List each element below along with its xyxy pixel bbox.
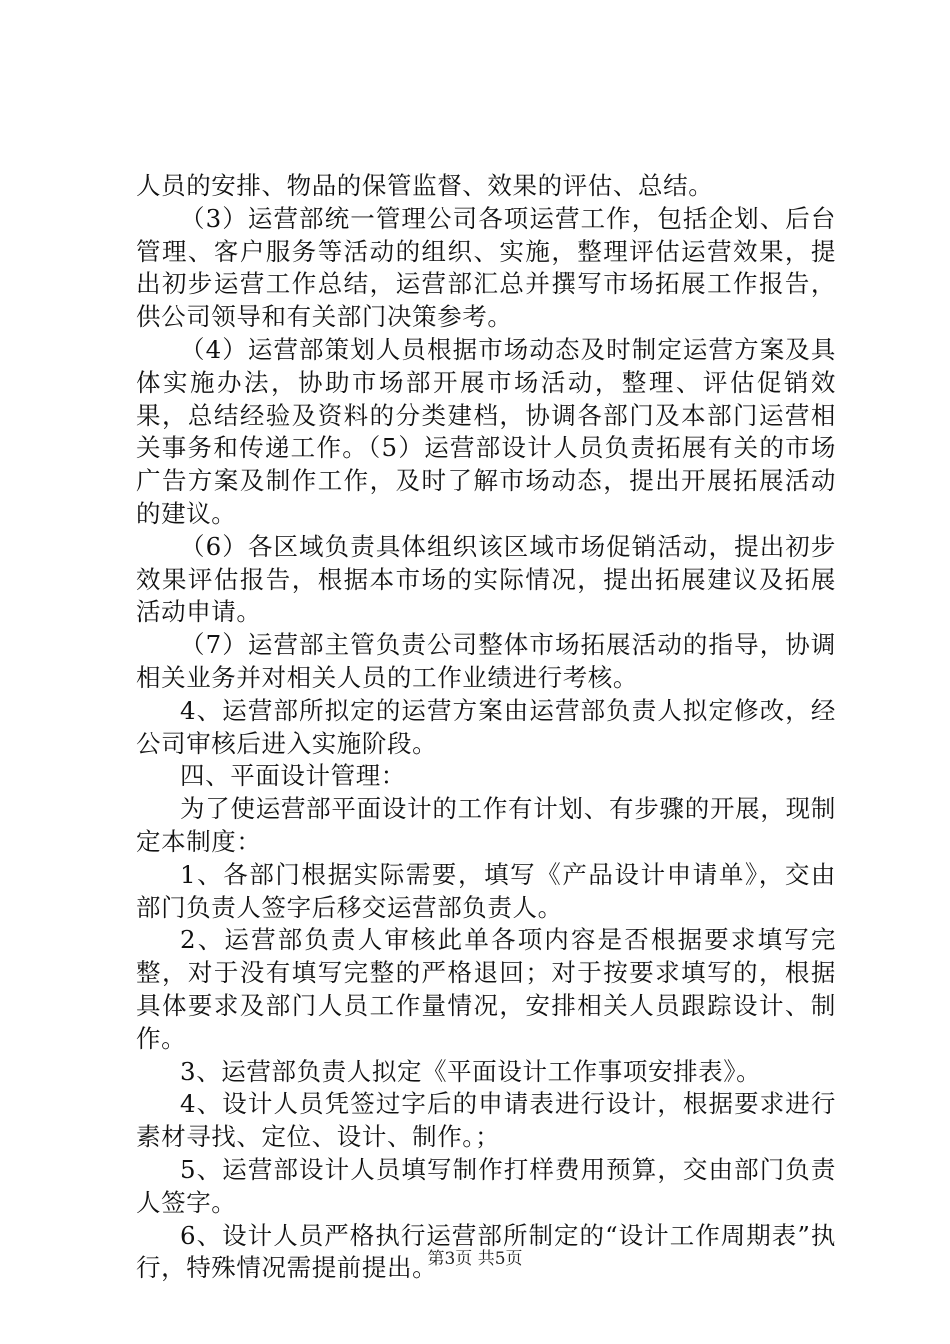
paragraph: （7）运营部主管负责公司整体市场拓展活动的指导，协调相关业务并对相关人员的工作业绩进行考核。 [136, 630, 836, 692]
paragraph: （4）运营部策划人员根据市场动态及时制定运营方案及具体实施办法，协助市场部开展市场活动，整理、评估促销效果，总结经验及资料的分类建档，协调各部门及本部门运营相关事务和传递工作。（5）运营部设计人员负责拓展有关的市场广告方案及制作工作，及时了解市场动态，提出开展拓展活动的建议。 [136, 334, 836, 528]
paragraph: 为了使运营部平面设计的工作有计划、有步骤的开展，现制定本制度： [136, 794, 836, 856]
document-body [136, 170, 836, 1285]
paragraph: （3）运营部统一管理公司各项运营工作，包括企划、后台管理、客户服务等活动的组织、实施，整理评估运营效果，提出初步运营工作总结，运营部汇总并撰写市场拓展工作报告，供公司领导和有关部门决策参考。 [136, 203, 836, 332]
paragraph: 人员的安排、物品的保管监督、效果的评估、总结。 [136, 171, 714, 200]
paragraph: 4、运营部所拟定的运营方案由运营部负责人拟定修改，经公司审核后进入实施阶段。 [136, 695, 836, 758]
paragraph: 5、运营部设计人员填写制作打样费用预算，交由部门负责人签字。 [136, 1154, 836, 1217]
paragraph: 4、设计人员凭签过字后的申请表进行设计，根据要求进行素材寻找、定位、设计、制作。； [136, 1089, 836, 1152]
page-number: 第3页 共5页 [427, 1249, 523, 1269]
paragraph: （6）各区域负责具体组织该区域市场促销活动，提出初步效果评估报告，根据本市场的实际情况，提出拓展建议及拓展活动申请。 [136, 531, 836, 627]
paragraph: 2、运营部负责人审核此单各项内容是否根据要求填写完整，对于没有填写完整的严格退回；对于按要求填写的，根据具体要求及部门人员工作量情况，安排相关人员跟踪设计、制作。 [136, 925, 836, 1053]
section-heading: 四、平面设计管理： [180, 761, 406, 791]
paragraph: 6、设计人员严格执行运营部所制定的“设计工作周期表”执行，特殊情况需提前提出。 [136, 1220, 836, 1283]
paragraph: 3、运营部负责人拟定《平面设计工作事项安排表》。 [180, 1056, 762, 1086]
paragraph: 1、各部门根据实际需要，填写《产品设计申请单》，交由部门负责人签字后移交运营部负责人。 [136, 859, 836, 922]
